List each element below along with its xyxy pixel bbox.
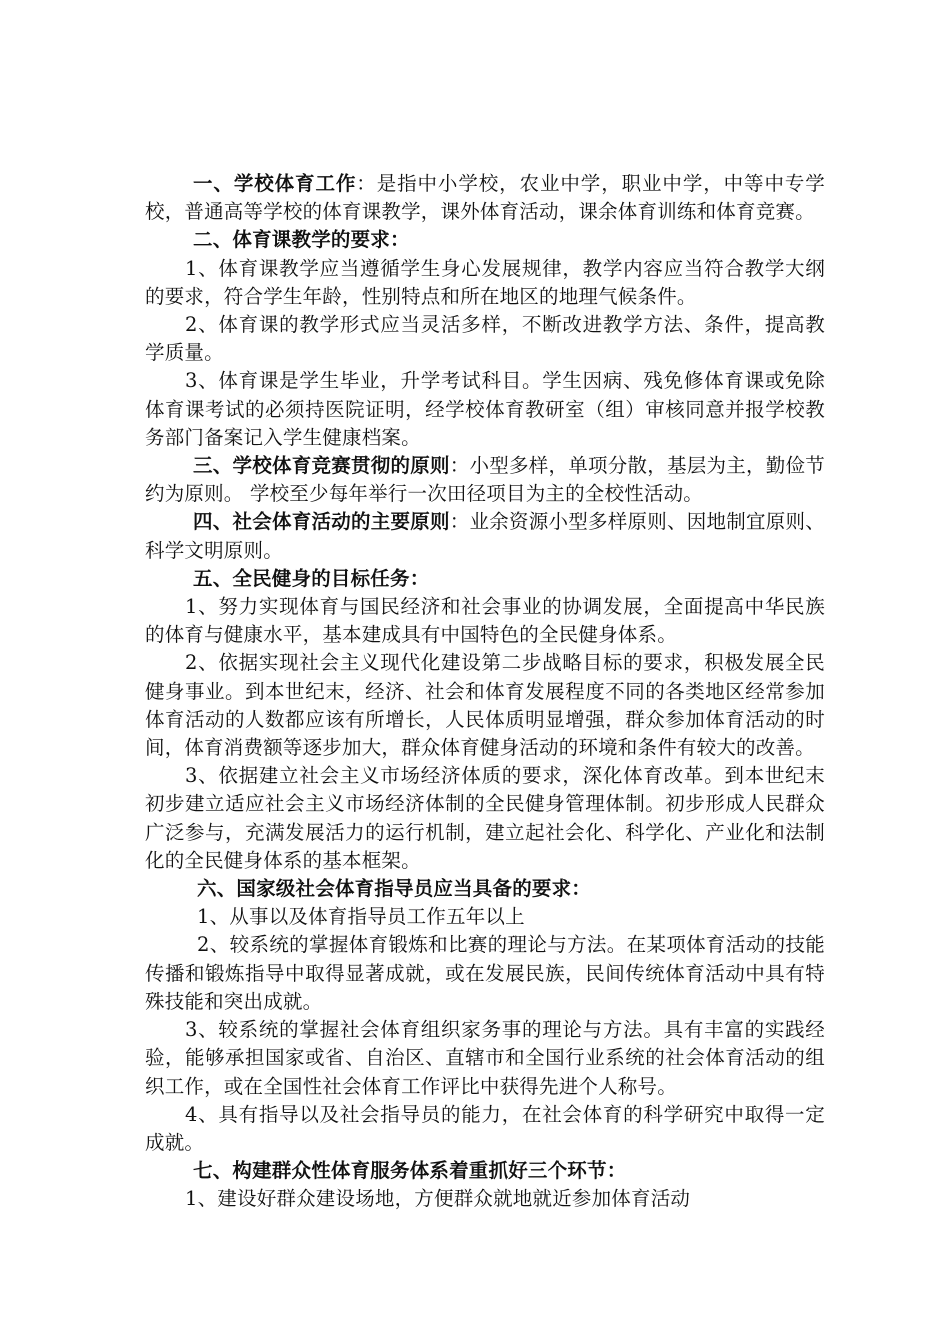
section-4-title: 四、社会体育活动的主要原则 [193,510,450,534]
section-3-title: 三、学校体育竞赛贯彻的原则 [193,454,450,478]
section-7-item-1: 1、建设好群众建设场地，方便群众就地就近参加体育活动 [185,1187,691,1211]
section-6-title: 六、国家级社会体育指导员应当具备的要求： [197,877,592,901]
section-6-item-1: 1、从事以及体育指导员工作五年以上 [197,905,525,929]
section-6-item-4: 4、具有指导以及社会指导员的能力，在社会体育的科学研究中取得一定成就。 [145,1102,825,1154]
section-3-text: ：小型多样，单项分散，基层为主，勤俭节约为原则。 学校至少每年举行一次田径项目为主的全校性活动。 [145,454,825,506]
section-2-item-3: 3、体育课是学生毕业，升学考试科目。学生因病、残免修体育课或免除体育课考试的必须持医院证明，经学校体育教研室（组）审核同意并报学校教务部门备案记入学生健康档案。 [145,369,825,449]
document-body [145,170,825,1214]
section-4-text: ：业余资源小型多样原则、因地制宜原则、科学文明原则。 [145,510,825,562]
section-5-item-2: 2、依据实现社会主义现代化建设第二步战略目标的要求，积极发展全民健身事业。到本世纪末，经济、社会和体育发展程度不同的各类地区经常参加体育活动的人数都应该有所增长，人民体质明显增强，群众参加体育活动的时间，体育消费额等逐步加大，群众体育健身活动的环境和条件有较大的改善。 [145,651,825,760]
section-2-item-2: 2、体育课的教学形式应当灵活多样，不断改进教学方法、条件，提高教学质量。 [145,313,825,365]
section-3 [145,452,825,508]
section-1-title: 一、学校体育工作 [193,172,357,195]
section-5-item-1: 1、努力实现体育与国民经济和社会事业的协调发展，全面提高中华民族的体育与健康水平，基本建成具有中国特色的全民健身体系。 [145,595,825,647]
section-2-title: 二、体育课教学的要求： [193,228,410,252]
section-6-item-3: 3、较系统的掌握社会体育组织家务事的理论与方法。具有丰富的实践经验，能够承担国家或省、自治区、直辖市和全国行业系统的社会体育活动的组织工作，或在全国性社会体育工作评比中获得先进个人称号。 [145,1018,825,1098]
section-6-item-2: 2、较系统的掌握体育锻炼和比赛的理论与方法。在某项体育活动的技能传播和锻炼指导中取得显著成就，或在发展民族，民间传统体育活动中具有特殊技能和突出成就。 [145,933,825,1013]
section-1 [145,170,825,226]
section-5-item-3: 3、依据建立社会主义市场经济体质的要求，深化体育改革。到本世纪末初步建立适应社会主义市场经济体制的全民健身管理体制。初步形成人民群众广泛参与，充满发展活力的运行机制，建立起社会化、科学化、产业化和法制化的全民健身体系的基本框架。 [145,764,825,872]
section-2-item-1: 1、体育课教学应当遵循学生身心发展规律，教学内容应当符合教学大纲的要求，符合学生年龄，性别特点和所在地区的地理气候条件。 [145,256,825,308]
section-4 [145,508,825,564]
section-5-title: 五、全民健身的目标任务： [193,566,430,590]
section-7-title: 七、构建群众性体育服务体系着重抓好三个环节： [193,1159,627,1183]
section-1-text: ：是指中小学校，农业中学，职业中学，中等中专学校，普通高等学校的体育课教学，课外体育活动，课余体育训练和体育竞赛。 [145,172,825,224]
